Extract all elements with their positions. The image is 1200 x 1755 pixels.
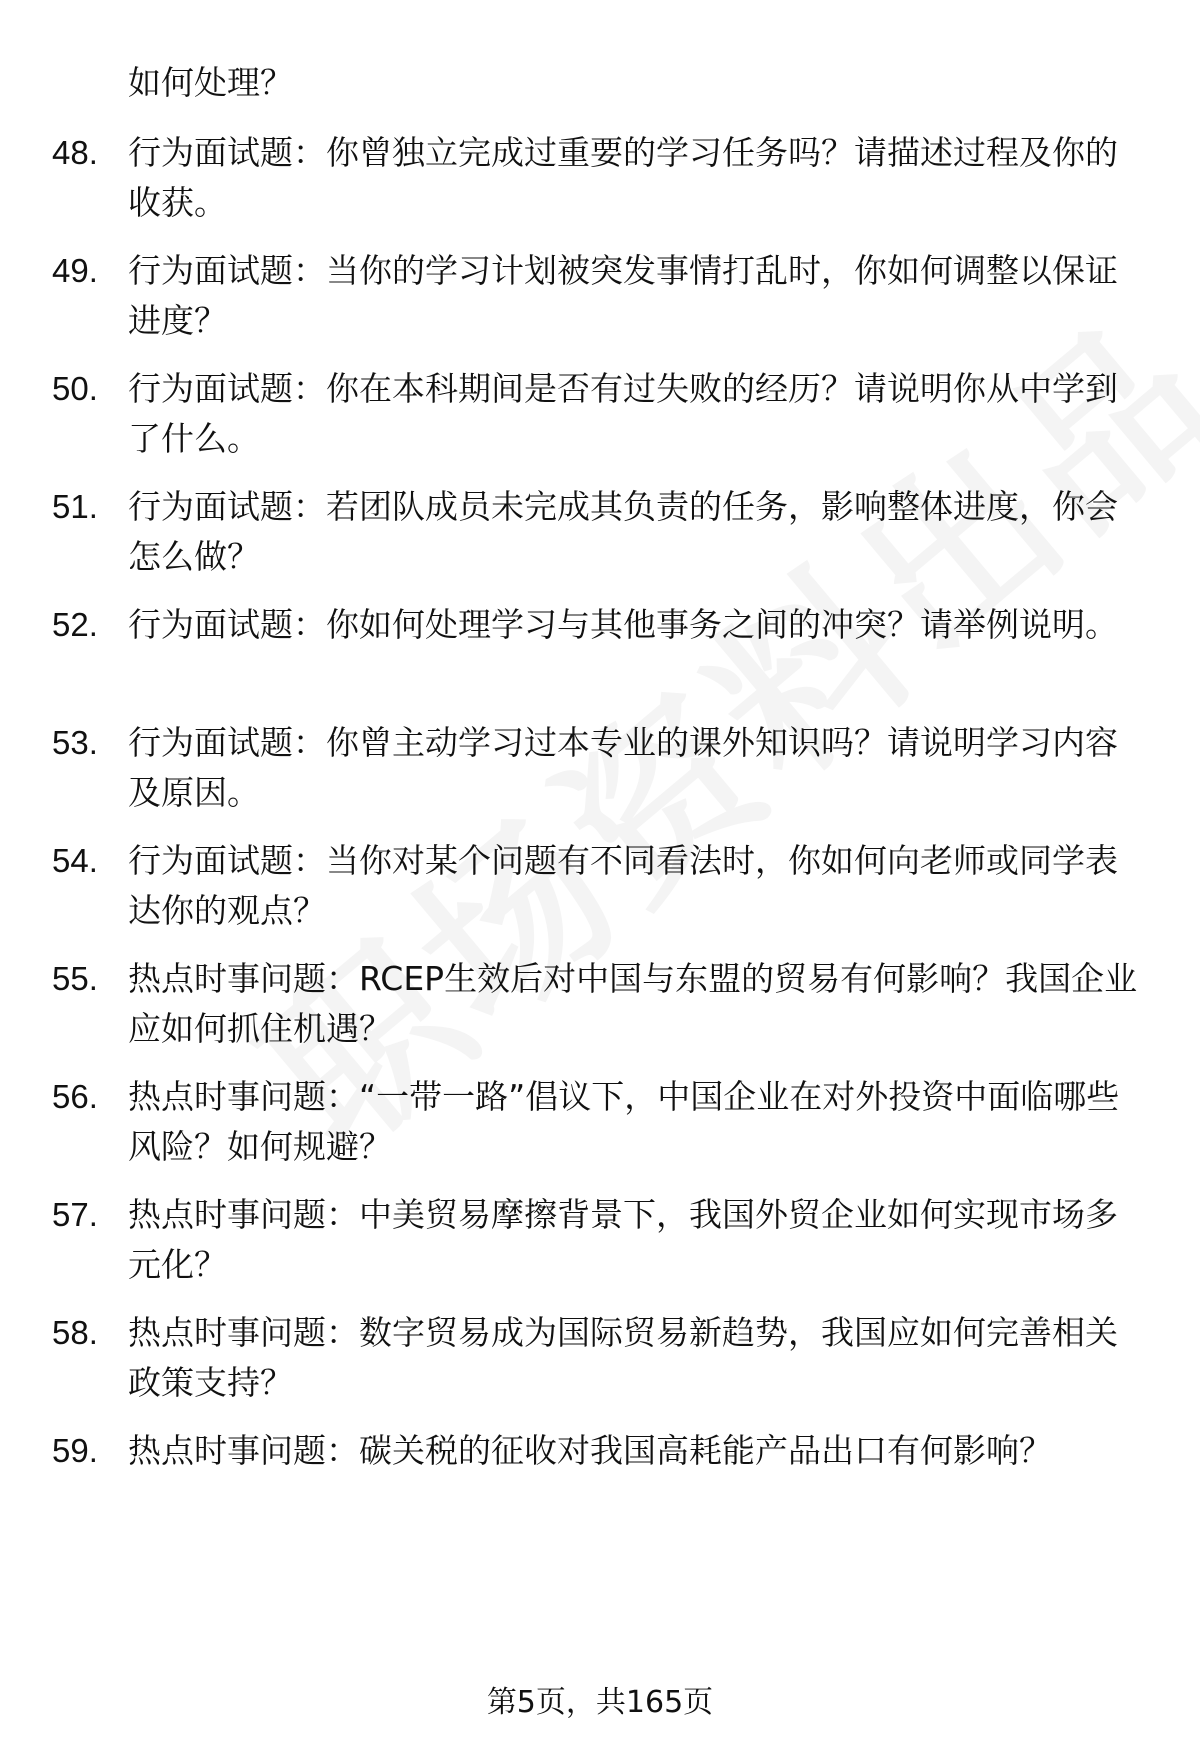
item-text: 热点时事问题：中美贸易摩擦背景下，我国外贸企业如何实现市场多元化？ xyxy=(128,1195,1118,1284)
item-number: 48. xyxy=(52,134,98,171)
item-text: 行为面试题：你如何处理学习与其他事务之间的冲突？请举例说明。 xyxy=(128,605,1118,644)
item-text: 行为面试题：你曾独立完成过重要的学习任务吗？请描述过程及你的收获。 xyxy=(128,133,1118,222)
item-text: 热点时事问题：“一带一路”倡议下，中国企业在对外投资中面临哪些风险？如何规避？ xyxy=(128,1077,1120,1166)
item-number: 51. xyxy=(52,488,98,525)
item-number: 55. xyxy=(52,960,98,997)
item-text: 行为面试题：你在本科期间是否有过失败的经历？请说明你从中学到了什么。 xyxy=(128,369,1118,458)
item-text: 行为面试题：当你的学习计划被突发事情打乱时，你如何调整以保证进度？ xyxy=(128,251,1118,340)
page-footer: 第5页，共165页 xyxy=(486,1685,714,1720)
item-number: 52. xyxy=(52,606,98,643)
item-text: 热点时事问题：数字贸易成为国际贸易新趋势，我国应如何完善相关政策支持？ xyxy=(128,1313,1118,1402)
item-number: 57. xyxy=(52,1196,98,1233)
item-text: 行为面试题：若团队成员未完成其负责的任务，影响整体进度，你会怎么做？ xyxy=(128,487,1118,576)
item-number: 59. xyxy=(52,1432,98,1469)
item-text: 热点时事问题：RCEP生效后对中国与东盟的贸易有何影响？我国企业应如何抓住机遇？ xyxy=(128,959,1138,1048)
item-number: 53. xyxy=(52,724,98,761)
item-text: 行为面试题：当你对某个问题有不同看法时，你如何向老师或同学表达你的观点？ xyxy=(128,841,1118,930)
continued-text: 如何处理？ xyxy=(128,63,293,102)
item-text: 热点时事问题：碳关税的征收对我国高耗能产品出口有何影响？ xyxy=(128,1431,1052,1470)
item-text: 行为面试题：你曾主动学习过本专业的课外知识吗？请说明学习内容及原因。 xyxy=(128,723,1118,812)
item-number: 54. xyxy=(52,842,98,879)
item-number: 50. xyxy=(52,370,98,407)
item-number: 49. xyxy=(52,252,98,289)
item-number: 56. xyxy=(52,1078,98,1115)
item-number: 58. xyxy=(52,1314,98,1351)
